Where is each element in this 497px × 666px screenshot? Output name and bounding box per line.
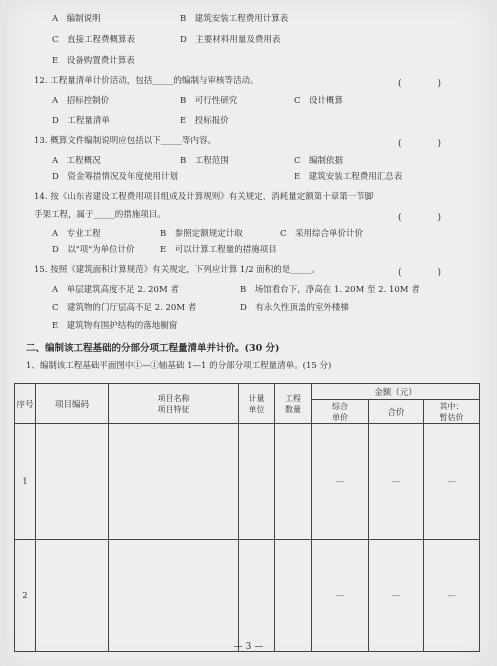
bill-of-quantities-table — [14, 383, 480, 652]
section-2-title: 二、编制该工程基础的分部分项工程量清单并计价。(30 分) — [26, 343, 280, 354]
question-14-stem-line1: 14. 按《山东省建设工程费用项目组成及计算规则》有关规定，消耗量定额第十章第一节脚 — [34, 192, 374, 202]
header-unit: 计量 单位 — [239, 384, 275, 424]
header-estimated-price: 其中： 暂估价 — [424, 400, 480, 424]
option-e: E 设备购置费计算表 — [52, 56, 135, 66]
q14-option-e: E 可以计算工程量的措施项目 — [160, 245, 277, 255]
q13-option-d: D 资金筹措情况及年度使用计划 — [52, 172, 178, 182]
option-b: B 建筑安装工程费用计算表 — [180, 14, 289, 24]
unit-price-cell[interactable]: — — [312, 540, 369, 652]
question-15-stem: 15. 按照《建筑面积计算规范》有关规定，下列应计算 1/2 面积的是_____。 — [34, 265, 321, 275]
q12-option-b: B 可行性研究 — [180, 96, 238, 106]
unit-cell[interactable] — [239, 424, 275, 540]
total-price-cell[interactable]: — — [369, 540, 424, 652]
quantity-cell[interactable] — [275, 540, 312, 652]
name-feature-cell[interactable] — [109, 540, 239, 652]
q14-option-a: A 专业工程 — [52, 229, 101, 239]
question-13-stem: 13. 概算文件编制说明应包括以下_____等内容。 — [34, 136, 216, 146]
q12-option-a: A 招标控制价 — [52, 96, 110, 106]
question-12-stem: 12. 工程量清单计价活动，包括_____的编制与审核等活动。 — [34, 76, 259, 86]
question-14-answer-paren: ( ) — [398, 213, 442, 223]
q12-option-d: D 工程量清单 — [52, 116, 110, 126]
q14-option-b: B 参照定额规定计取 — [160, 229, 243, 239]
quantity-cell[interactable] — [275, 424, 312, 540]
q13-option-b: B 工程范围 — [180, 156, 229, 166]
estimated-price-cell[interactable]: — — [424, 424, 480, 540]
row-number: 1 — [15, 424, 36, 540]
q15-option-c: C 建筑物的门厅层高不足 2. 20M 者 — [52, 303, 197, 313]
q13-option-a: A 工程概况 — [52, 156, 101, 166]
header-seq: 序号 — [15, 384, 36, 424]
header-total-price: 合价 — [369, 400, 424, 424]
option-d: D 主要材料用量及费用表 — [180, 35, 281, 45]
q15-option-b: B 场馆看台下，净高在 1. 20M 至 2. 10M 者 — [240, 285, 420, 295]
unit-cell[interactable] — [239, 540, 275, 652]
header-code: 项目编码 — [36, 384, 109, 424]
question-13-answer-paren: ( ) — [398, 139, 442, 149]
table-row — [15, 540, 480, 652]
q14-option-c: C 采用综合单价计价 — [280, 229, 364, 239]
code-cell[interactable] — [36, 540, 109, 652]
question-15-answer-paren: ( ) — [398, 268, 442, 278]
header-amount: 金额（元） — [312, 384, 480, 400]
total-price-cell[interactable]: — — [369, 424, 424, 540]
q13-option-e: E 建筑安装工程费用汇总表 — [294, 172, 403, 182]
q15-option-e: E 建筑物有围护结构的落地橱窗 — [52, 321, 178, 331]
header-quantity: 工程 数量 — [275, 384, 312, 424]
code-cell[interactable] — [36, 424, 109, 540]
row-number: 2 — [15, 540, 36, 652]
q14-option-d: D 以"项"为单位计价 — [52, 245, 135, 255]
section-2-subquestion: 1、编制该工程基础平面图中①—①轴基础 1—1 的分部分项工程量清单。(15 分) — [26, 361, 332, 371]
name-feature-cell[interactable] — [109, 424, 239, 540]
unit-price-cell[interactable]: — — [312, 424, 369, 540]
q12-option-e: E 投标报价 — [180, 116, 229, 126]
q13-option-c: C 编制依据 — [294, 156, 344, 166]
q15-option-a: A 单层建筑高度不足 2. 20M 者 — [52, 285, 179, 295]
question-14-stem-line2: 手架工程，属于_____的措施项目。 — [34, 210, 166, 220]
question-12-answer-paren: ( ) — [398, 79, 442, 89]
option-a: A 编制说明 — [52, 14, 101, 24]
estimated-price-cell[interactable]: — — [424, 540, 480, 652]
header-name-feature: 项目名称 项目特征 — [109, 384, 239, 424]
option-c: C 直接工程费概算表 — [52, 35, 136, 45]
page-number: — 3 — — [233, 642, 264, 652]
q15-option-d: D 有永久性顶盖的室外楼梯 — [240, 303, 349, 313]
header-unit-price: 综合 单价 — [312, 400, 369, 424]
table-row — [15, 424, 480, 540]
q12-option-c: C 设计概算 — [294, 96, 344, 106]
